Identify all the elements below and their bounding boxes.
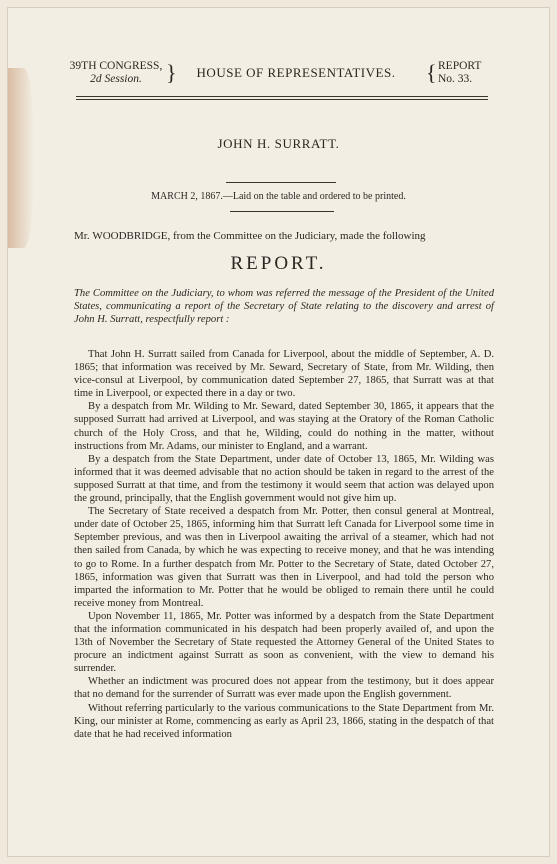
mover-line <box>74 230 494 242</box>
preamble: The Committee on the Judiciary, to whom was referred the message of the President of the United States, communicating a report of the Secretary of State relating to the discovery and arrest of John H. Surratt, respectfully report : <box>74 288 494 326</box>
document-page <box>8 8 549 856</box>
paragraph: By a despatch from the State Department, under date of October 13, 1865, Mr. Wilding was informed that it was deemed advisable that no action should be taken in regard to the arrest of the supposed Surratt at that time, and from the testimony it would seem that action was delayed upon the ground, principally, that the English government would not give him up. <box>74 453 494 505</box>
congress-session <box>66 60 166 86</box>
title-rule <box>226 182 336 183</box>
report-body <box>74 348 494 741</box>
congress-label: 39TH CONGRESS, <box>69 60 163 72</box>
left-brace-glyph: { <box>426 60 437 85</box>
report-heading: REPORT. <box>230 253 327 274</box>
house-label: HOUSE OF REPRESENTATIVES. <box>196 65 396 80</box>
dateline-rule <box>230 211 334 212</box>
mover-post: , from the Committee on the Judiciary, made the following <box>167 230 426 242</box>
report-number <box>438 60 498 86</box>
header-rule-bottom <box>76 99 488 100</box>
dateline: MARCH 2, 1867.—Laid on the table and ordered to be printed. <box>151 191 406 202</box>
paragraph: By a despatch from Mr. Wilding to Mr. Seward, dated September 30, 1865, it appears that the supposed Surratt had arrived at Liverpool, and was staying at the Oratory of the Roman Catholic church of the Holy Cross, and that he, Wilding, could do nothing in the matter, without instructions from Mr. Adams, our minister to England, and a warrant. <box>74 401 494 452</box>
paragraph: That John H. Surratt sailed from Canada for Liverpool, about the middle of September, A. D. 1865; that information was received by Mr. Seward, Secretary of State, from Mr. Wilding, then vice-consul at Liverpool, by communication dated September 27, 1865, that Surratt was at that time in Liverpool, or expected there in a day or two. <box>74 349 494 400</box>
paper-stain <box>8 68 34 248</box>
paragraph: Upon November 11, 1865, Mr. Potter was informed by a despatch from the State Department that the information communicated in his despatch had been properly availed of, and upon the 13th of November the Secretary of State requested the Attorney General of the United States to procure an indictment against Surratt as soon as convenient, with the view to demand his surrender. <box>74 610 494 675</box>
report-label: REPORT <box>438 60 482 72</box>
mover-pre: Mr. <box>74 230 90 242</box>
document-title: JOHN H. SURRATT. <box>217 136 340 151</box>
header-rule-top <box>76 96 488 97</box>
report-no: No. 33. <box>438 73 473 85</box>
paragraph: Without referring particularly to the various communications to the State Department from Mr. King, our minister at Rome, commencing as early as April 23, 1866, stating in the despatch of that date that he had received information <box>74 702 494 740</box>
paragraph: Whether an indictment was procured does not appear from the testimony, but it does appear that no demand for the surrender of Surratt was ever made upon the English government. <box>74 676 494 701</box>
session-label: 2d Session. <box>90 73 142 85</box>
mover-name: WOODBRIDGE <box>92 230 168 242</box>
paragraph: The Secretary of State received a despatch from Mr. Potter, then consul general at Montreal, under date of October 25, 1865, informing him that Surratt left Canada for Liverpool some time in September previous, and was then in Liverpool awaiting the arrival of a steamer, which had not then sailed from Canada, by which he was expecting to receive money, and that he was intending to go to Rome. In a further despatch from Mr. Potter to the Secretary of State, dated October 27, 1865, information was given that Surratt was then in Liverpool, and had told the person who imparted the information to Mr. Potter that he would be obliged to remain there until he could receive money from Montreal. <box>74 506 494 609</box>
report-header <box>66 60 488 94</box>
right-brace-glyph: } <box>166 60 177 85</box>
